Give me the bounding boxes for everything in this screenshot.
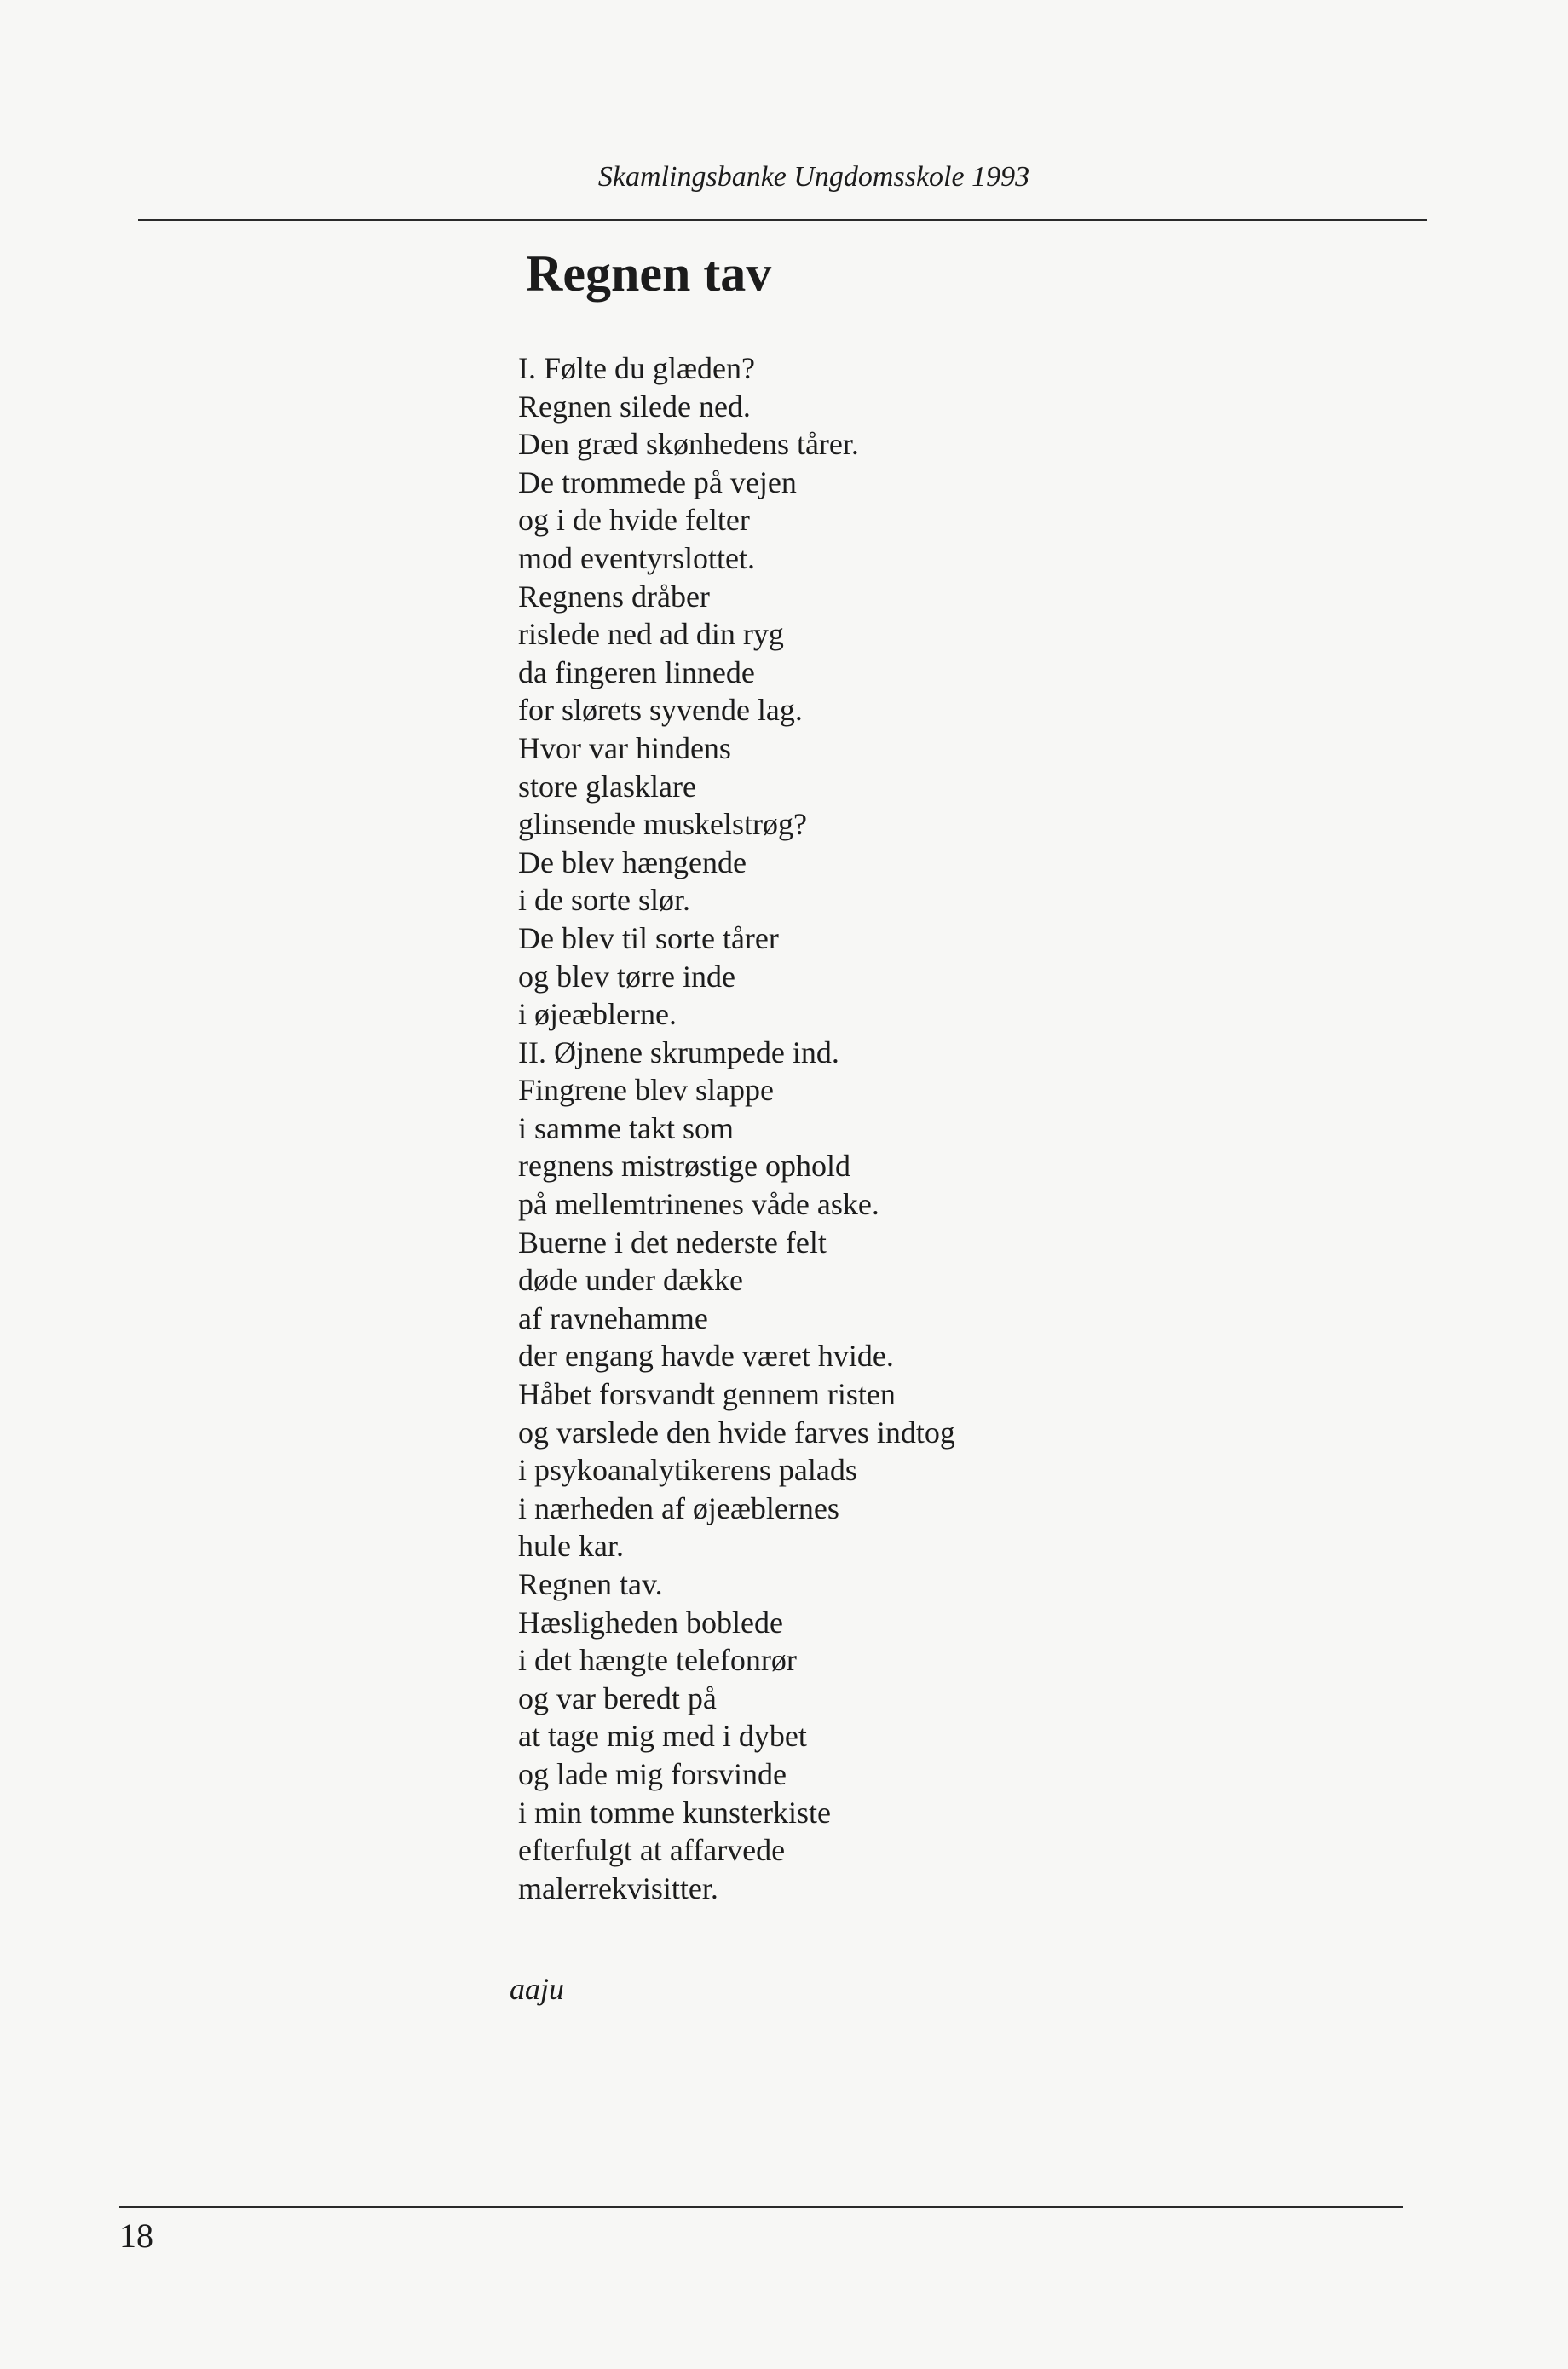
poem-line: Regnen silede ned. <box>518 389 751 424</box>
poem-title: Regnen tav <box>526 245 772 302</box>
poem-line: Regnen tav. <box>518 1567 663 1601</box>
poem-line: og blev tørre inde <box>518 959 735 994</box>
poem-line: døde under dække <box>518 1263 743 1298</box>
poem-line: rislede ned ad din ryg <box>518 617 784 652</box>
poem-line: på mellemtrinenes våde aske. <box>518 1187 879 1222</box>
poem-line: i psykoanalytikerens palads <box>518 1453 857 1488</box>
poem-line: Buerne i det nederste felt <box>518 1225 827 1259</box>
footer-rule <box>119 2206 1403 2208</box>
poem-line: der engang havde været hvide. <box>518 1339 894 1374</box>
poem-line: mod eventyrslottet. <box>518 540 755 575</box>
poem-line: i nærheden af øjeæblernes <box>518 1490 839 1525</box>
poem-line: og lade mig forsvinde <box>518 1756 787 1791</box>
poem-line: De blev til sorte tårer <box>518 920 779 955</box>
poem-line: for slørets syvende lag. <box>518 693 803 728</box>
page-number: 18 <box>119 2216 153 2255</box>
poem-line: glinsende muskelstrøg? <box>518 807 807 842</box>
poem-line: og i de hvide felter <box>518 503 750 538</box>
poem-line: regnens mistrøstige ophold <box>518 1149 850 1184</box>
poem-line: at tage mig med i dybet <box>518 1719 807 1754</box>
poem-line: De trommede på vejen <box>518 464 797 499</box>
poem-line: store glasklare <box>518 769 696 804</box>
poem-line: i samme takt som <box>518 1110 734 1145</box>
poem-line: Den græd skønhedens tårer. <box>518 427 859 462</box>
poem-line: malerrekvisitter. <box>518 1870 718 1905</box>
poem-line: Håbet forsvandt gennem risten <box>518 1377 896 1412</box>
poem-body <box>518 349 955 1907</box>
poem-line: Hvor var hindens <box>518 730 731 765</box>
poem-line: hule kar. <box>518 1529 624 1564</box>
poem-line: efterfulgt at affarvede <box>518 1833 786 1868</box>
poem-line: i øjeæblerne. <box>518 997 677 1032</box>
poem-line: I. Følte du glæden? <box>518 351 755 385</box>
poem-line: og varslede den hvide farves indtog <box>518 1415 955 1450</box>
poem-line: af ravnehamme <box>518 1300 708 1335</box>
poem-line: i de sorte slør. <box>518 883 690 918</box>
header-rule <box>138 219 1427 221</box>
author-signature: aaju <box>510 1972 565 2006</box>
poem-line: og var beredt på <box>518 1680 717 1715</box>
poem-line: Regnens dråber <box>518 579 710 614</box>
poem-line: Fingrene blev slappe <box>518 1073 774 1108</box>
poem-line: da fingeren linnede <box>518 654 755 689</box>
poem-line: Hæsligheden boblede <box>518 1605 783 1640</box>
poem-line: II. Øjnene skrumpede ind. <box>518 1035 839 1069</box>
poem-line: i min tomme kunsterkiste <box>518 1795 831 1830</box>
poem-line: De blev hængende <box>518 844 747 879</box>
poem-line: i det hængte telefonrør <box>518 1643 797 1678</box>
running-header: Skamlingsbanke Ungdomsskole 1993 <box>597 161 1030 193</box>
